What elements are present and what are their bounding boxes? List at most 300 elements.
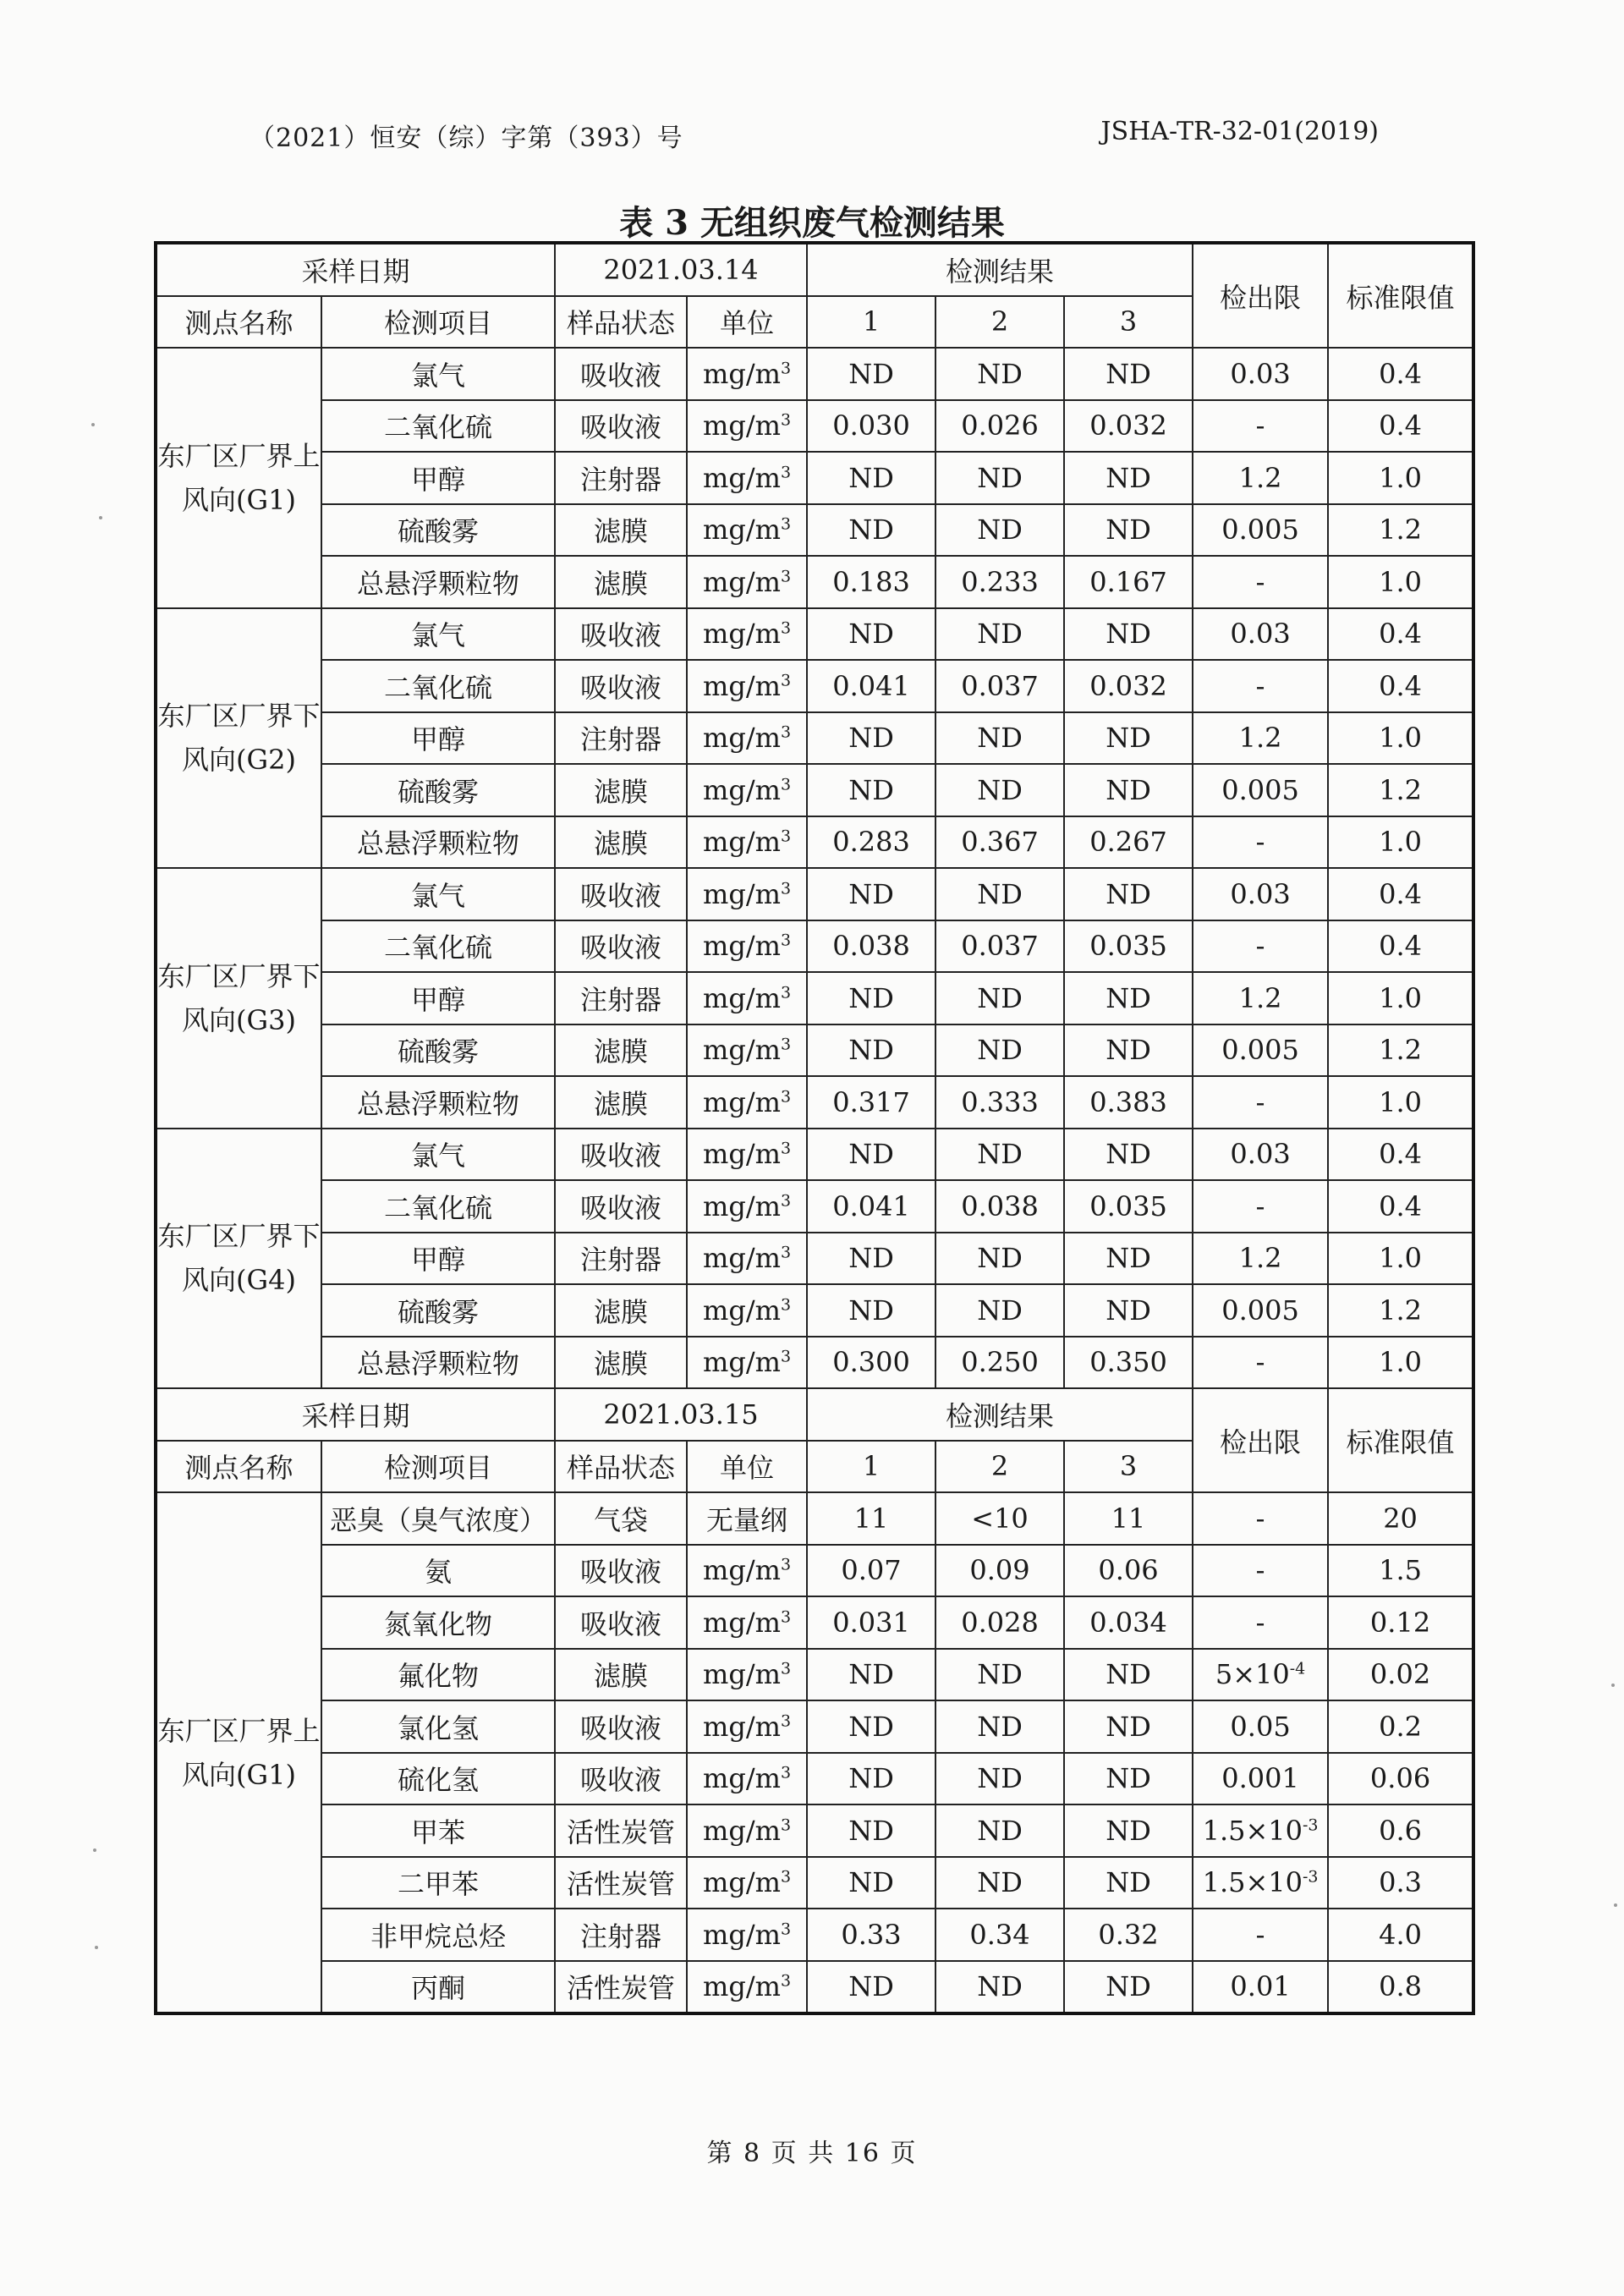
unit-exponent: 3 — [780, 1659, 792, 1678]
sample-state: 滤膜 — [555, 1076, 687, 1129]
sample-state: 滤膜 — [555, 1337, 687, 1389]
table-row — [156, 556, 1473, 608]
standard-limit: 1.0 — [1328, 972, 1473, 1024]
result-2: ND — [935, 1857, 1064, 1909]
table-row — [156, 1961, 1473, 2014]
unit-text: mg/m — [702, 1554, 781, 1587]
result-1: 0.300 — [807, 1337, 935, 1389]
table-row — [156, 1129, 1473, 1181]
standard-limit: 1.2 — [1328, 1284, 1473, 1337]
sampling-date-label: 采样日期 — [156, 243, 555, 296]
unit-exponent: 3 — [780, 1763, 792, 1782]
unit — [687, 868, 807, 920]
standard-limit: 0.2 — [1328, 1700, 1473, 1753]
limit-text: 0.01 — [1230, 1970, 1291, 2003]
limit-text: 1.5×10 — [1202, 1814, 1303, 1847]
unit-text: mg/m — [702, 357, 781, 390]
unit-text: mg/m — [702, 1970, 781, 2003]
sample-state: 滤膜 — [555, 504, 687, 557]
result-3: ND — [1064, 1233, 1193, 1285]
unit — [687, 1857, 807, 1909]
sample-state: 气袋 — [555, 1492, 687, 1545]
sampling-date-value: 2021.03.15 — [555, 1388, 807, 1441]
header-row — [156, 243, 1473, 296]
item-name: 硫化氢 — [321, 1753, 555, 1805]
sample-state: 吸收液 — [555, 920, 687, 973]
unit — [687, 348, 807, 400]
unit — [687, 660, 807, 712]
item-name: 氯化氢 — [321, 1700, 555, 1753]
result-1: ND — [807, 1024, 935, 1077]
limit-text: - — [1255, 826, 1265, 859]
detection-limit — [1193, 1129, 1328, 1181]
unit — [687, 1596, 807, 1649]
item-name: 总悬浮颗粒物 — [321, 556, 555, 608]
unit — [687, 1129, 807, 1181]
result-2: ND — [935, 608, 1064, 661]
standard-limit: 4.0 — [1328, 1909, 1473, 1961]
detection-limit — [1193, 1180, 1328, 1233]
result-1: ND — [807, 608, 935, 661]
item-name: 二氧化硫 — [321, 660, 555, 712]
limit-text: - — [1255, 1502, 1265, 1535]
standard-limit: 1.0 — [1328, 1076, 1473, 1129]
detection-limit — [1193, 712, 1328, 765]
item-name: 硫酸雾 — [321, 764, 555, 816]
result-2: ND — [935, 452, 1064, 504]
sample-state: 吸收液 — [555, 1129, 687, 1181]
unit-text: mg/m — [702, 1606, 781, 1639]
result-3: ND — [1064, 1857, 1193, 1909]
unit-text: mg/m — [702, 618, 781, 651]
standard-limit: 0.4 — [1328, 348, 1473, 400]
result-1: ND — [807, 348, 935, 400]
table-row — [156, 1804, 1473, 1857]
sample-state: 滤膜 — [555, 764, 687, 816]
limit-exponent: -3 — [1303, 1867, 1319, 1887]
unit-text: mg/m — [702, 669, 781, 702]
result-1: 0.07 — [807, 1545, 935, 1597]
unit — [687, 1233, 807, 1285]
result-2: 0.367 — [935, 816, 1064, 869]
limit-text: 0.03 — [1230, 877, 1291, 910]
result-3: 0.06 — [1064, 1545, 1193, 1597]
unit-exponent: 3 — [780, 514, 792, 534]
detection-limit — [1193, 972, 1328, 1024]
table-row — [156, 1233, 1473, 1285]
detection-limit — [1193, 920, 1328, 973]
result-2: 0.09 — [935, 1545, 1064, 1597]
limit-text: 0.005 — [1221, 1034, 1299, 1067]
detection-limit — [1193, 1909, 1328, 1961]
item-name: 硫酸雾 — [321, 504, 555, 557]
unit-text: mg/m — [702, 1138, 781, 1171]
item-name: 甲醇 — [321, 712, 555, 765]
unit-exponent: 3 — [780, 1920, 792, 1939]
standard-limit: 20 — [1328, 1492, 1473, 1545]
document-code: JSHA-TR-32-01(2019) — [1100, 117, 1379, 146]
unit-text: mg/m — [702, 1034, 781, 1067]
standard-limit: 0.4 — [1328, 920, 1473, 973]
result-2: ND — [935, 868, 1064, 920]
result-1: 0.030 — [807, 400, 935, 453]
result-2: 0.028 — [935, 1596, 1064, 1649]
table-row — [156, 348, 1473, 400]
unit-label: 单位 — [687, 1441, 807, 1493]
result-1: 0.041 — [807, 1180, 935, 1233]
result-3-label: 3 — [1064, 1441, 1193, 1493]
result-2: ND — [935, 764, 1064, 816]
site-name: 东厂区厂界下风向(G3) — [156, 868, 321, 1129]
result-2: ND — [935, 1024, 1064, 1077]
table-row — [156, 1909, 1473, 1961]
limit-text: - — [1255, 565, 1265, 598]
limit-text: 5×10 — [1215, 1658, 1290, 1691]
standard-limit: 0.4 — [1328, 660, 1473, 712]
result-3: 0.035 — [1064, 1180, 1193, 1233]
item-name: 氯气 — [321, 1129, 555, 1181]
detection-limit — [1193, 1492, 1328, 1545]
site-name-label: 测点名称 — [156, 1441, 321, 1493]
result-2: ND — [935, 1753, 1064, 1805]
result-1: 11 — [807, 1492, 935, 1545]
result-1: ND — [807, 1961, 935, 2014]
result-1: ND — [807, 868, 935, 920]
sample-state-label: 样品状态 — [555, 296, 687, 349]
result-3: 0.035 — [1064, 920, 1193, 973]
sample-state: 吸收液 — [555, 1596, 687, 1649]
unit-text: mg/m — [702, 1085, 781, 1118]
result-3: 0.267 — [1064, 816, 1193, 869]
unit-exponent: 3 — [780, 827, 792, 846]
standard-limit: 0.6 — [1328, 1804, 1473, 1857]
unit-exponent: 3 — [780, 983, 792, 1002]
item-name: 甲醇 — [321, 1233, 555, 1285]
table-row — [156, 1545, 1473, 1597]
sample-state: 活性炭管 — [555, 1804, 687, 1857]
limit-text: - — [1255, 409, 1265, 442]
unit-text: mg/m — [702, 1346, 781, 1379]
result-1-label: 1 — [807, 1441, 935, 1493]
detection-result-label: 检测结果 — [807, 1388, 1193, 1441]
detection-limit — [1193, 1961, 1328, 2014]
standard-limit: 0.3 — [1328, 1857, 1473, 1909]
item-name: 非甲烷总烃 — [321, 1909, 555, 1961]
table-row — [156, 1492, 1473, 1545]
standard-limit: 0.06 — [1328, 1753, 1473, 1805]
standard-limit: 0.4 — [1328, 868, 1473, 920]
item-name: 氨 — [321, 1545, 555, 1597]
sample-state: 吸收液 — [555, 1180, 687, 1233]
unit-exponent: 3 — [780, 410, 792, 430]
table-row — [156, 452, 1473, 504]
standard-limit: 1.2 — [1328, 504, 1473, 557]
limit-text: - — [1255, 1346, 1265, 1379]
unit-text: mg/m — [702, 1762, 781, 1795]
unit — [687, 764, 807, 816]
result-1: 0.317 — [807, 1076, 935, 1129]
item-name: 二氧化硫 — [321, 1180, 555, 1233]
result-3: 0.167 — [1064, 556, 1193, 608]
result-3: ND — [1064, 1024, 1193, 1077]
unit-text: mg/m — [702, 1294, 781, 1327]
unit-text: mg/m — [702, 877, 781, 910]
result-3: ND — [1064, 868, 1193, 920]
unit-exponent: 3 — [780, 567, 792, 586]
table-row — [156, 660, 1473, 712]
result-3: ND — [1064, 1961, 1193, 2014]
sample-state: 注射器 — [555, 712, 687, 765]
result-1-label: 1 — [807, 296, 935, 349]
detection-limit — [1193, 1024, 1328, 1077]
limit-text: 1.2 — [1238, 1242, 1282, 1275]
item-name: 甲醇 — [321, 452, 555, 504]
standard-limit: 0.02 — [1328, 1649, 1473, 1701]
unit-exponent: 3 — [780, 931, 792, 950]
limit-text: 0.03 — [1230, 357, 1291, 390]
result-1: ND — [807, 452, 935, 504]
result-3: ND — [1064, 452, 1193, 504]
unit — [687, 972, 807, 1024]
unit-exponent: 3 — [780, 1087, 792, 1107]
limit-text: - — [1255, 1606, 1265, 1639]
result-3: ND — [1064, 712, 1193, 765]
result-2: 0.333 — [935, 1076, 1064, 1129]
detection-limit — [1193, 1700, 1328, 1753]
result-3: 11 — [1064, 1492, 1193, 1545]
result-2: 0.037 — [935, 920, 1064, 973]
result-1: ND — [807, 1804, 935, 1857]
limit-text: 0.005 — [1221, 773, 1299, 806]
table-row — [156, 920, 1473, 973]
result-3: ND — [1064, 1753, 1193, 1805]
detection-limit — [1193, 816, 1328, 869]
result-1: 0.031 — [807, 1596, 935, 1649]
site-name-label: 测点名称 — [156, 296, 321, 349]
item-name: 甲苯 — [321, 1804, 555, 1857]
table-row — [156, 972, 1473, 1024]
sample-state: 吸收液 — [555, 868, 687, 920]
result-3: ND — [1064, 504, 1193, 557]
item-name: 氟化物 — [321, 1649, 555, 1701]
item-name: 甲醇 — [321, 972, 555, 1024]
result-3: 0.034 — [1064, 1596, 1193, 1649]
detection-limit — [1193, 1233, 1328, 1285]
unit-text: mg/m — [702, 409, 781, 442]
detection-limit — [1193, 504, 1328, 557]
item-name: 硫酸雾 — [321, 1284, 555, 1337]
result-3: ND — [1064, 608, 1193, 661]
sample-state: 吸收液 — [555, 1753, 687, 1805]
result-3: 0.32 — [1064, 1909, 1193, 1961]
result-2: <10 — [935, 1492, 1064, 1545]
sample-state: 注射器 — [555, 1909, 687, 1961]
unit-exponent: 3 — [780, 879, 792, 898]
item-name: 氯气 — [321, 348, 555, 400]
limit-text: 0.03 — [1230, 1138, 1291, 1171]
result-2: ND — [935, 504, 1064, 557]
detection-result-label: 检测结果 — [807, 243, 1193, 296]
result-1: 0.33 — [807, 1909, 935, 1961]
result-2: ND — [935, 1700, 1064, 1753]
unit — [687, 1180, 807, 1233]
limit-text: 0.03 — [1230, 618, 1291, 651]
table-row — [156, 504, 1473, 557]
result-2: ND — [935, 348, 1064, 400]
unit — [687, 1649, 807, 1701]
result-1: 0.183 — [807, 556, 935, 608]
table-row — [156, 1649, 1473, 1701]
standard-limit: 0.4 — [1328, 1129, 1473, 1181]
limit-text: - — [1255, 1085, 1265, 1118]
detection-limit — [1193, 1649, 1328, 1701]
detection-limit — [1193, 1857, 1328, 1909]
item-label: 检测项目 — [321, 296, 555, 349]
table-title: 表 3 无组织废气检测结果 — [619, 203, 1005, 243]
unit — [687, 1284, 807, 1337]
limit-text: 0.001 — [1221, 1762, 1299, 1795]
site-name: 东厂区厂界上风向(G1) — [156, 348, 321, 608]
item-name: 总悬浮颗粒物 — [321, 1076, 555, 1129]
unit — [687, 400, 807, 453]
unit-exponent: 3 — [780, 1035, 792, 1054]
result-2: ND — [935, 712, 1064, 765]
table-row — [156, 400, 1473, 453]
result-2: ND — [935, 1233, 1064, 1285]
limit-text: - — [1255, 669, 1265, 702]
sample-state: 吸收液 — [555, 348, 687, 400]
detection-limit — [1193, 1076, 1328, 1129]
unit-exponent: 3 — [780, 1971, 792, 1991]
detection-limit-label: 检出限 — [1193, 1388, 1328, 1492]
unit — [687, 1076, 807, 1129]
unit-text: mg/m — [702, 981, 781, 1014]
limit-text: - — [1255, 1918, 1265, 1951]
detection-limit — [1193, 660, 1328, 712]
result-1: ND — [807, 1233, 935, 1285]
result-2: ND — [935, 1129, 1064, 1181]
unit-text: mg/m — [702, 1189, 781, 1222]
unit-text: mg/m — [702, 1814, 781, 1847]
unit-text: mg/m — [702, 722, 781, 755]
unit-label: 单位 — [687, 296, 807, 349]
unit-text: mg/m — [702, 773, 781, 806]
unit — [687, 816, 807, 869]
result-3: 0.383 — [1064, 1076, 1193, 1129]
item-label: 检测项目 — [321, 1441, 555, 1493]
item-name: 氯气 — [321, 608, 555, 661]
sample-state: 吸收液 — [555, 1700, 687, 1753]
unit — [687, 452, 807, 504]
item-name: 二氧化硫 — [321, 920, 555, 973]
unit — [687, 1961, 807, 2014]
item-name: 氮氧化物 — [321, 1596, 555, 1649]
unit-text: mg/m — [702, 1658, 781, 1691]
sample-state-label: 样品状态 — [555, 1441, 687, 1493]
unit-exponent: 3 — [780, 359, 792, 378]
result-1: ND — [807, 1857, 935, 1909]
table-row — [156, 1076, 1473, 1129]
unit — [687, 1492, 807, 1545]
result-2: ND — [935, 972, 1064, 1024]
item-name: 总悬浮颗粒物 — [321, 816, 555, 869]
detection-limit — [1193, 1284, 1328, 1337]
table-row — [156, 1700, 1473, 1753]
table-row — [156, 608, 1473, 661]
sampling-date-value: 2021.03.14 — [555, 243, 807, 296]
unit-text: mg/m — [702, 565, 781, 598]
site-name: 东厂区厂界下风向(G4) — [156, 1129, 321, 1389]
result-3: 0.032 — [1064, 660, 1193, 712]
result-2-label: 2 — [935, 296, 1064, 349]
result-3: ND — [1064, 1700, 1193, 1753]
table-row — [156, 1753, 1473, 1805]
unit-exponent: 3 — [780, 671, 792, 690]
unit-exponent: 3 — [780, 1815, 792, 1835]
limit-text: - — [1255, 930, 1265, 963]
standard-limit: 1.2 — [1328, 1024, 1473, 1077]
unit — [687, 556, 807, 608]
item-name: 氯气 — [321, 868, 555, 920]
table-row — [156, 712, 1473, 765]
result-2: 0.037 — [935, 660, 1064, 712]
sample-state: 滤膜 — [555, 816, 687, 869]
table-row — [156, 1857, 1473, 1909]
unit-exponent: 3 — [780, 463, 792, 482]
detection-limit — [1193, 348, 1328, 400]
standard-limit-label: 标准限值 — [1328, 243, 1473, 348]
result-2: 0.026 — [935, 400, 1064, 453]
result-1: ND — [807, 1700, 935, 1753]
result-1: ND — [807, 1129, 935, 1181]
limit-exponent: -4 — [1289, 1659, 1306, 1678]
limit-text: 1.2 — [1238, 722, 1282, 755]
limit-text: - — [1255, 1189, 1265, 1222]
sample-state: 吸收液 — [555, 400, 687, 453]
sample-state: 注射器 — [555, 972, 687, 1024]
result-3: ND — [1064, 972, 1193, 1024]
header-row — [156, 1388, 1473, 1441]
unit-text: mg/m — [702, 514, 781, 547]
site-name: 东厂区厂界下风向(G2) — [156, 608, 321, 869]
result-3: ND — [1064, 1129, 1193, 1181]
limit-text: 0.005 — [1221, 1294, 1299, 1327]
unit-exponent: 3 — [780, 618, 792, 638]
unit-text: mg/m — [702, 1918, 781, 1951]
standard-limit: 0.4 — [1328, 1180, 1473, 1233]
detection-limit — [1193, 556, 1328, 608]
limit-text: 0.005 — [1221, 514, 1299, 547]
detection-limit — [1193, 868, 1328, 920]
result-2-label: 2 — [935, 1441, 1064, 1493]
results-table — [154, 241, 1475, 2015]
sample-state: 注射器 — [555, 1233, 687, 1285]
unit-exponent: 3 — [780, 1243, 792, 1262]
sample-state: 滤膜 — [555, 1649, 687, 1701]
unit — [687, 1337, 807, 1389]
detection-limit — [1193, 1337, 1328, 1389]
unit — [687, 1024, 807, 1077]
sample-state: 吸收液 — [555, 1545, 687, 1597]
table-row — [156, 1180, 1473, 1233]
item-name: 硫酸雾 — [321, 1024, 555, 1077]
result-1: ND — [807, 712, 935, 765]
detection-limit — [1193, 608, 1328, 661]
unit-exponent: 3 — [780, 722, 792, 742]
unit — [687, 1909, 807, 1961]
detection-limit — [1193, 1545, 1328, 1597]
unit — [687, 1804, 807, 1857]
